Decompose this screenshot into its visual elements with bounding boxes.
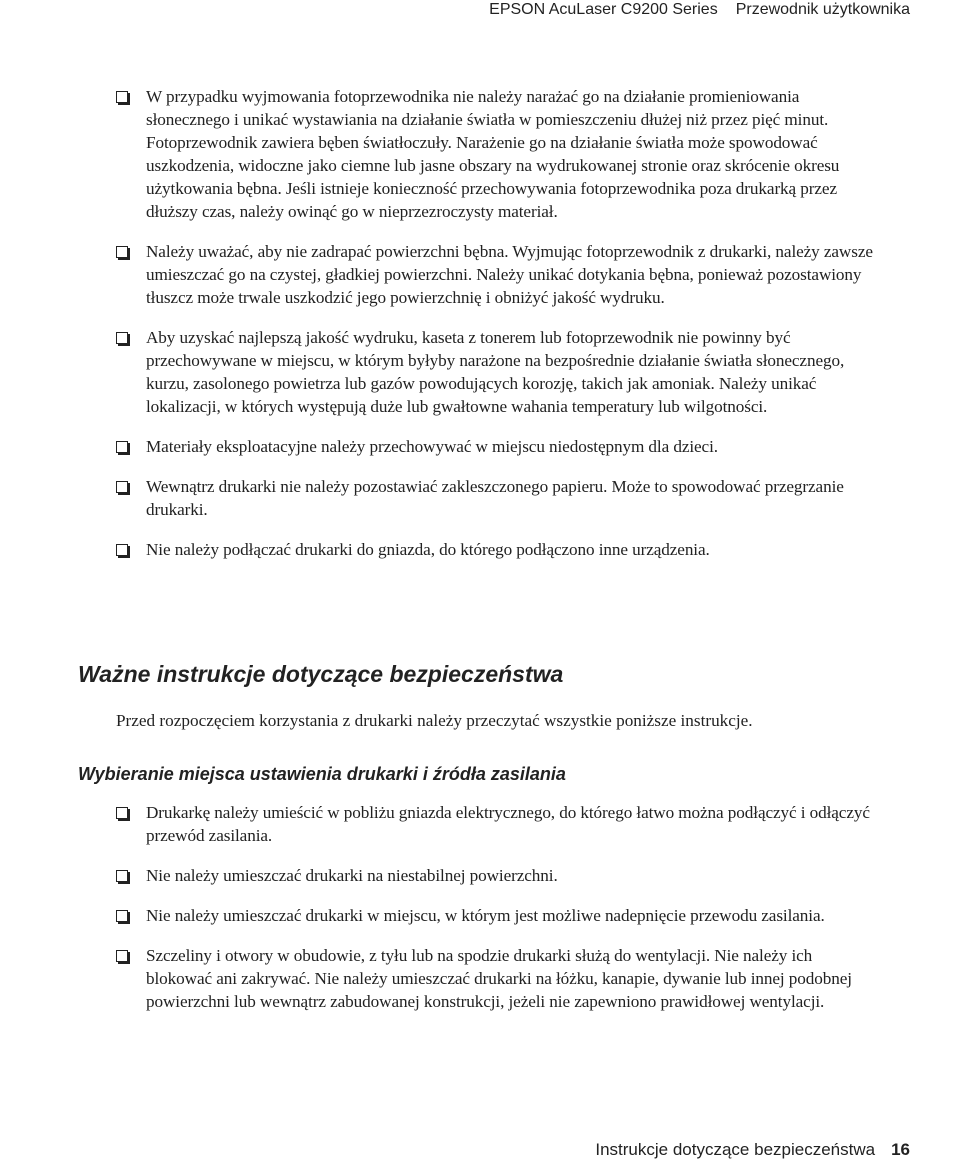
- list-item: Aby uzyskać najlepszą jakość wydruku, kaseta z tonerem lub fotoprzewodnik nie powinny być przechowywane w miejscu, w którym byłyby narażone na bezpośrednie działanie światła słonecznego, kurzu, zasolonego powietrza lub gazów powodujących korozję, takich jak amoniak. Należy unikać lokalizacji, w których występują duże lub gwałtowne wahania temperatury lub wilgotności.: [116, 326, 876, 418]
- list-item: Nie należy podłączać drukarki do gniazda, do którego podłączono inne urządzenia.: [116, 538, 876, 561]
- checkbox-bullet-icon: [116, 91, 128, 103]
- checkbox-bullet-icon: [116, 870, 128, 882]
- checkbox-bullet-icon: [116, 332, 128, 344]
- footer-section-title: Instrukcje dotyczące bezpieczeństwa: [595, 1140, 876, 1159]
- precautions-list: [116, 85, 876, 578]
- checkbox-bullet-icon: [116, 807, 128, 819]
- checkbox-bullet-icon: [116, 544, 128, 556]
- checkbox-bullet-icon: [116, 910, 128, 922]
- header-product: EPSON AcuLaser C9200 Series: [489, 1, 718, 18]
- page-number: 16: [891, 1140, 910, 1159]
- list-item: Wewnątrz drukarki nie należy pozostawiać zakleszczonego papieru. Może to spowodować przegrzanie drukarki.: [116, 475, 876, 521]
- page-footer: [595, 1140, 910, 1160]
- placement-list: [116, 801, 876, 1030]
- header-guide-title: Przewodnik użytkownika: [735, 1, 910, 18]
- list-item: Drukarkę należy umieścić w pobliżu gniazda elektrycznego, do którego łatwo można podłączyć i odłączyć przewód zasilania.: [116, 801, 876, 847]
- list-item: Nie należy umieszczać drukarki na niestabilnej powierzchni.: [116, 864, 876, 887]
- list-item: Szczeliny i otwory w obudowie, z tyłu lub na spodzie drukarki służą do wentylacji. Nie należy ich blokować ani zakrywać. Nie należy umieszczać drukarki na łóżku, kanapie, dywanie lub innej podobnej powierzchni lub wewnątrz zabudowanej konstrukcji, jeżeli nie zapewniono prawidłowej wentylacji.: [116, 944, 876, 1013]
- list-item: W przypadku wyjmowania fotoprzewodnika nie należy narażać go na działanie promieniowania słonecznego i unikać wystawiania na działanie światła w pomieszczeniu dłużej niż przez pięć minut. Fotoprzewodnik zawiera bęben światłoczuły. Narażenie go na działanie światła może spowodować uszkodzenia, widoczne jako ciemne lub jasne obszary na wydrukowanej stronie oraz skrócenie okresu użytkowania bębna. Jeśli istnieje konieczność przechowywania fotoprzewodnika poza drukarką przez dłuższy czas, należy owinąć go w nieprzezroczysty materiał.: [116, 85, 876, 223]
- section-intro: Przed rozpoczęciem korzystania z drukarki należy przeczytać wszystkie poniższe instrukcje.: [116, 711, 753, 730]
- subsection-heading: Wybieranie miejsca ustawienia drukarki i źródła zasilania: [78, 764, 566, 784]
- list-item: Należy uważać, aby nie zadrapać powierzchni bębna. Wyjmując fotoprzewodnik z drukarki, należy zawsze umieszczać go na czystej, gładkiej powierzchni. Należy unikać dotykania bębna, ponieważ pozostawiony tłuszcz może trwale uszkodzić jego powierzchnię i obniżyć jakość wydruku.: [116, 240, 876, 309]
- checkbox-bullet-icon: [116, 441, 128, 453]
- checkbox-bullet-icon: [116, 481, 128, 493]
- page-header: [489, 0, 910, 22]
- list-item: Materiały eksploatacyjne należy przechowywać w miejscu niedostępnym dla dzieci.: [116, 435, 876, 458]
- checkbox-bullet-icon: [116, 950, 128, 962]
- list-item: Nie należy umieszczać drukarki w miejscu, w którym jest możliwe nadepnięcie przewodu zasilania.: [116, 904, 876, 927]
- section-heading: Ważne instrukcje dotyczące bezpieczeństwa: [78, 661, 564, 687]
- checkbox-bullet-icon: [116, 246, 128, 258]
